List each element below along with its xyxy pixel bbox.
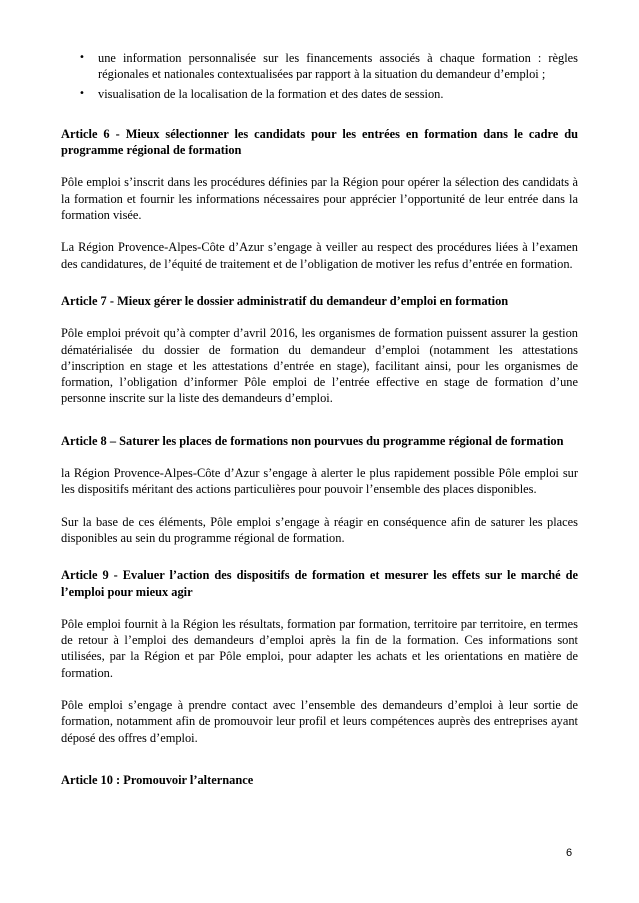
bullet-icon: • [79, 87, 85, 99]
article-9-paragraph-1: Pôle emploi fournit à la Région les résultats, formation par formation, territoire par territoire, en termes de retour à l’emploi des demandeurs d’emploi après la fin de la formation. Ces informations sont utilisées, par la Région et par Pôle emploi, pour adapter les achats et les orientations en matière de formation. [61, 616, 578, 680]
bullet-list [61, 50, 578, 102]
article-8-title: Article 8 – Saturer les places de formations non pourvues du programme régional de formation [61, 433, 564, 448]
article-10-title: Article 10 : Promouvoir l’alternance [61, 772, 254, 787]
article-8-paragraph-2: Sur la base de ces éléments, Pôle emploi s’engage à réagir en conséquence afin de saturer les places disponibles au sein du programme régional de formation. [61, 514, 578, 545]
bullet-text: une information personnalisée sur les financements associés à chaque formation : règles régionales et nationales contextualisées par rapport à la situation du demandeur d’emploi ; [98, 51, 578, 82]
list-item [61, 50, 578, 83]
list-item [61, 86, 578, 102]
bullet-icon: • [79, 52, 85, 63]
article-9-paragraph-2: Pôle emploi s’engage à prendre contact avec l’ensemble des demandeurs d’emploi à leur sortie de formation, notamment afin de promouvoir leur profil et leurs compétences auprès des entreprises ayant déposé des offres d’emploi. [61, 698, 578, 745]
document-page [61, 50, 578, 788]
article-9-title: Article 9 - Evaluer l’action des dispositifs de formation et mesurer les effets sur le marché de l’emploi pour mieux agir [61, 568, 578, 599]
page-number: 6 [566, 847, 573, 859]
bullet-text: visualisation de la localisation de la formation et des dates de session. [98, 86, 444, 101]
article-8-paragraph-1: la Région Provence-Alpes-Côte d’Azur s’engage à alerter le plus rapidement possible Pôle emploi sur les dispositifs méritant des actions particulières pour pouvoir l’ensemble des places disponibles. [61, 466, 578, 497]
article-6-paragraph-2: La Région Provence-Alpes-Côte d’Azur s’engage à veiller au respect des procédures liées à l’examen des candidatures, de l’équité de traitement et de l’obligation de motiver les refus d’entrée en formation. [61, 240, 578, 271]
article-6-paragraph-1: Pôle emploi s’inscrit dans les procédures définies par la Région pour opérer la sélection des candidats à la formation et fournir les informations nécessaires pour apprécier l’opportunité de leur entrée dans la formation visée. [61, 175, 578, 223]
article-7-title: Article 7 - Mieux gérer le dossier administratif du demandeur d’emploi en formation [61, 293, 509, 308]
article-7-paragraph-1: Pôle emploi prévoit qu’à compter d’avril 2016, les organismes de formation puissent assurer la gestion dématérialisée du dossier de formation du demandeur d’emploi (notamment les attestations d’inscription en stage et les attestations d’entrée en stage), facilitant ainsi, pour les organismes de formation, l’obligation d’informer Pôle emploi de l’entrée effective en stage de formation d’une personne inscrite sur la liste des demandeurs d’emploi. [61, 326, 578, 406]
article-6-title: Article 6 - Mieux sélectionner les candidats pour les entrées en formation dans le cadre du programme régional de formation [61, 126, 578, 158]
